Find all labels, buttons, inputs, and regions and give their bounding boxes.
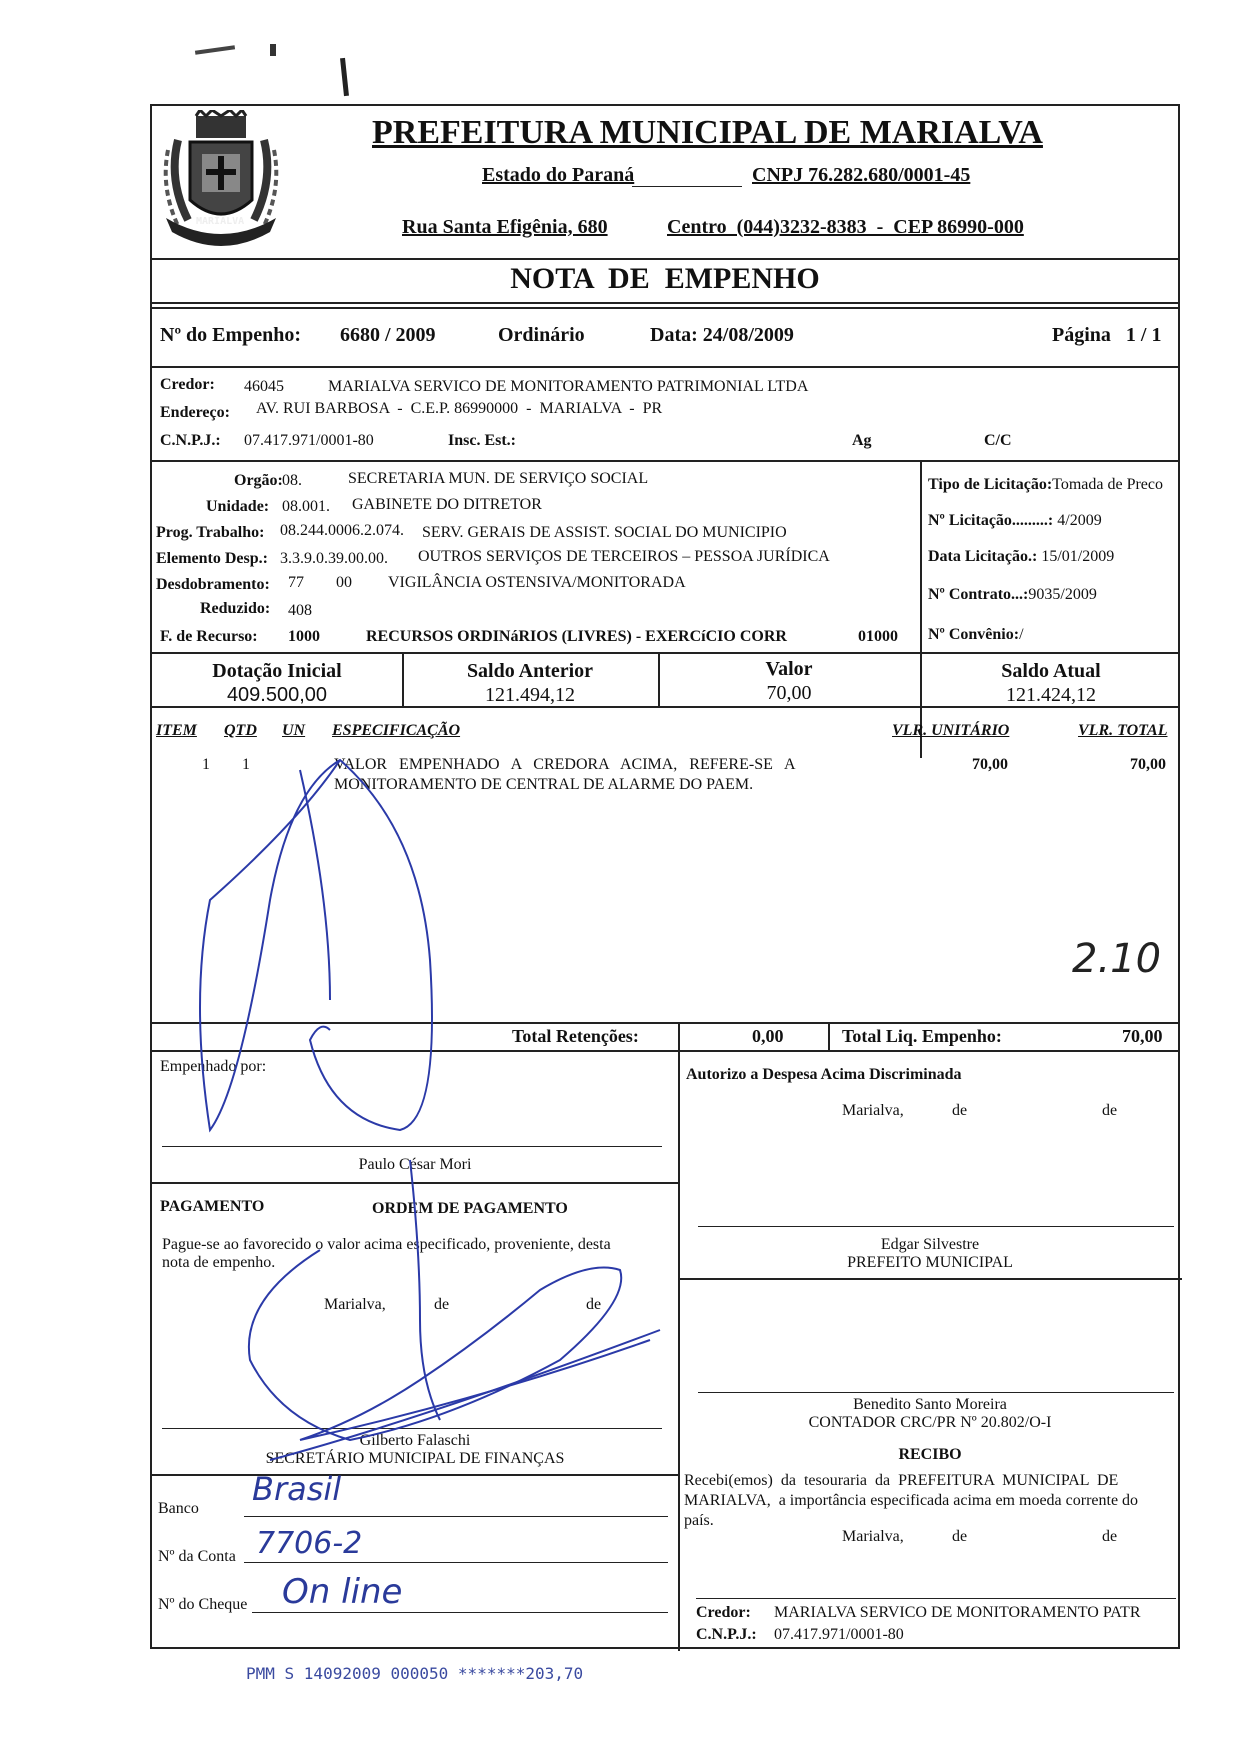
total-liq-label: Total Liq. Empenho:	[842, 1026, 1002, 1046]
col-especificacao: ESPECIFICAÇÃO	[332, 722, 461, 739]
machine-stamp: PMM S 14092009 000050 *******203,70	[246, 1664, 584, 1683]
reduzido-label: Reduzido:	[200, 600, 271, 617]
col-vlr-unitario: VLR. UNITÁRIO	[892, 722, 1010, 739]
secretario-role: SECRETÁRIO MUNICIPAL DE FINANÇAS	[265, 1450, 565, 1467]
recibo-credor-label: Credor:	[696, 1604, 751, 1621]
cheque-field-line	[252, 1612, 668, 1613]
municipality-title: PREFEITURA MUNICIPAL DE MARIALVA	[372, 114, 1043, 151]
elemento-name: OUTROS SERVIÇOS DE TERCEIROS – PESSOA JURÍDICA	[418, 548, 830, 565]
conta-value: 7706-2	[256, 1526, 363, 1561]
elemento-code: 3.3.9.0.39.00.00.	[280, 550, 388, 567]
item-spec-line2: MONITORAMENTO DE CENTRAL DE ALARME DO PAEM.	[334, 776, 754, 793]
data-licitacao-row	[928, 548, 1114, 566]
empenho-date: Data: 24/08/2009	[650, 324, 794, 346]
credor-name: MARIALVA SERVICO DE MONITORAMENTO PATRIMONIAL LTDA	[328, 378, 809, 395]
empenho-number-label: Nº do Empenho:	[160, 324, 302, 346]
saldo-atual-label: Saldo Atual	[1001, 660, 1101, 682]
unidade-label: Unidade:	[206, 498, 270, 515]
pagamento-de-2: de	[586, 1296, 602, 1313]
fonte-code-2: 01000	[858, 628, 898, 645]
document-title: NOTA DE EMPENHO	[510, 262, 820, 295]
data-licitacao-label: Data Licitação.:	[928, 548, 1038, 565]
autorizo-de-1: de	[952, 1102, 968, 1119]
item-spec-line1: VALOR EMPENHADO A CREDORA ACIMA, REFERE-SE A	[334, 756, 796, 773]
prefeito-role: PREFEITO MUNICIPAL	[847, 1254, 1013, 1271]
contrato-number: 9035/2009	[1028, 586, 1097, 603]
reduzido-code: 408	[288, 602, 312, 619]
prog-code: 08.244.0006.2.074.	[280, 522, 404, 539]
orgao-label: Orgão:	[234, 472, 283, 489]
cc-label: C/C	[984, 432, 1012, 449]
contador-signature-line	[698, 1392, 1174, 1393]
total-retencoes-label: Total Retenções:	[512, 1026, 639, 1046]
col-qtd: QTD	[224, 722, 257, 739]
recibo-text-line1: Recebi(emos) da tesouraria da PREFEITURA MUNICIPAL DE	[684, 1472, 1119, 1489]
fonte-label: F. de Recurso:	[160, 628, 258, 645]
banco-field-line	[244, 1516, 668, 1517]
fonte-code: 1000	[288, 628, 320, 645]
valor: 70,00	[766, 682, 812, 704]
saldo-anterior: 121.494,12	[485, 684, 575, 706]
address-label: Endereço:	[160, 404, 230, 421]
tipo-licitacao-label-text: Tipo de Licitação:	[928, 476, 1053, 493]
pagamento-city: Marialva,	[324, 1296, 386, 1313]
col-item: ITEM	[156, 722, 197, 739]
fonte-name: RECURSOS ORDINáRIOS (LIVRES) - EXERCíCIO CORR	[366, 628, 787, 645]
prefeito-name: Edgar Silvestre	[880, 1236, 980, 1253]
item-total-value: 70,00	[1130, 756, 1166, 773]
recibo-de-1: de	[952, 1528, 968, 1545]
saldo-anterior-label: Saldo Anterior	[466, 660, 594, 682]
dotacao-inicial: 409.500,00	[226, 684, 328, 706]
insc-est-label: Insc. Est.:	[448, 432, 517, 449]
scan-mark	[340, 58, 349, 96]
desdobramento-a: 77	[288, 574, 304, 591]
empenhado-signature-line	[162, 1146, 662, 1147]
prog-label: Prog. Trabalho:	[156, 524, 265, 541]
convenio-label: Nº Convênio:	[928, 626, 1020, 643]
desdobramento-label: Desdobramento:	[156, 576, 270, 593]
autorizo-label: Autorizo a Despesa Acima Discriminada	[686, 1066, 962, 1083]
col-vlr-total: VLR. TOTAL	[1078, 722, 1168, 739]
num-licitacao: 4/2009	[1053, 512, 1102, 529]
col-un: UN	[282, 722, 306, 739]
recibo-text-line3: país.	[684, 1512, 714, 1529]
desdobramento-b: 00	[336, 574, 352, 591]
contador-name: Benedito Santo Moreira	[853, 1396, 1007, 1413]
total-retencoes: 0,00	[752, 1026, 784, 1046]
credor-label: Credor:	[160, 376, 215, 393]
state-name: Estado do Paraná	[482, 164, 635, 186]
unidade-code: 08.001.	[282, 498, 330, 515]
credor-cnpj: 07.417.971/0001-80	[244, 432, 374, 449]
convenio-row	[928, 626, 1024, 644]
cheque-label: Nº do Cheque	[158, 1596, 248, 1613]
item-qtd: 1	[242, 756, 250, 773]
tipo-licitacao-label	[928, 476, 1163, 494]
orgao-name: SECRETARIA MUN. DE SERVIÇO SOCIAL	[348, 470, 649, 487]
item-number: 1	[202, 756, 210, 773]
total-liq: 70,00	[1122, 1026, 1163, 1046]
orgao-code: 08.	[282, 472, 302, 489]
cnpj-label: C.N.P.J.:	[160, 432, 221, 449]
contrato-row	[928, 586, 1097, 604]
state-underline	[632, 186, 742, 187]
recibo-cnpj: 07.417.971/0001-80	[774, 1626, 904, 1643]
pagamento-label: PAGAMENTO	[160, 1198, 265, 1215]
dotacao-inicial-label: Dotação Inicial	[212, 660, 342, 682]
recibo-credor: MARIALVA SERVICO DE MONITORAMENTO PATR	[774, 1604, 1141, 1621]
empenhado-signer: Paulo César Mori	[358, 1156, 472, 1173]
municipality-cnpj: CNPJ 76.282.680/0001-45	[752, 164, 971, 186]
banco-label: Banco	[158, 1500, 199, 1517]
recibo-signature-line	[696, 1598, 1176, 1599]
street-address: Rua Santa Efigênia, 680	[402, 216, 608, 238]
saldo-atual: 121.424,12	[1006, 684, 1096, 706]
municipal-crest	[158, 110, 284, 250]
empenhado-por-label: Empenhado por:	[160, 1058, 267, 1075]
prog-name: SERV. GERAIS DE ASSIST. SOCIAL DO MUNICIPIO	[422, 524, 787, 541]
recibo-city: Marialva,	[842, 1528, 904, 1545]
secretario-name: Gilberto Falaschi	[359, 1432, 471, 1449]
contrato-label: Nº Contrato...:	[928, 586, 1029, 603]
tipo-licitacao: Tomada de Preco	[1052, 476, 1163, 493]
secretario-signature-line	[162, 1428, 662, 1429]
convenio-number: /	[1019, 626, 1024, 643]
district-phone-cep: Centro (044)3232-8383 - CEP 86990-000	[667, 216, 1024, 238]
empenho-type: Ordinário	[498, 324, 585, 346]
autorizo-city: Marialva,	[842, 1102, 904, 1119]
credor-address: AV. RUI BARBOSA - C.E.P. 86990000 - MARIALVA - PR	[256, 400, 663, 417]
empenho-number: 6680 / 2009	[340, 324, 436, 346]
unidade-name: GABINETE DO DITRETOR	[352, 496, 542, 513]
conta-field-line	[244, 1562, 668, 1563]
contador-role: CONTADOR CRC/PR Nº 20.802/O-I	[808, 1414, 1052, 1431]
autorizo-de-2: de	[1102, 1102, 1118, 1119]
num-licitacao-row	[928, 512, 1102, 530]
page-number: Página 1 / 1	[1052, 324, 1162, 346]
recibo-de-2: de	[1102, 1528, 1118, 1545]
cheque-value: On line	[282, 1572, 403, 1612]
recibo-text-line2: MARIALVA, a importância especificada acima em moeda corrente do	[684, 1492, 1139, 1509]
data-licitacao: 15/01/2009	[1037, 548, 1115, 565]
banco-value: Brasil	[252, 1470, 342, 1508]
nota-de-empenho-form	[150, 104, 1180, 1649]
ordem-pagamento-label: ORDEM DE PAGAMENTO	[372, 1200, 568, 1217]
item-unit-value: 70,00	[972, 756, 1008, 773]
pagamento-de-1: de	[434, 1296, 450, 1313]
prefeito-signature-line	[698, 1226, 1174, 1227]
scan-mark	[195, 45, 235, 55]
pagamento-text-line1: Pague-se ao favorecido o valor acima especificado, proveniente, desta	[162, 1236, 611, 1253]
crest-banner-text: MARIALVA	[196, 216, 245, 227]
valor-label: Valor	[765, 658, 813, 680]
conta-label: Nº da Conta	[158, 1548, 236, 1565]
credor-code: 46045	[244, 378, 284, 395]
scan-mark	[270, 44, 276, 56]
num-licitacao-label: Nº Licitação.........:	[928, 512, 1054, 529]
desdobramento-name: VIGILÂNCIA OSTENSIVA/MONITORADA	[388, 574, 686, 591]
recibo-cnpj-label: C.N.P.J.:	[696, 1626, 757, 1643]
pagamento-text-line2: nota de empenho.	[162, 1254, 276, 1271]
ag-label: Ag	[852, 432, 872, 449]
elemento-label: Elemento Desp.:	[156, 550, 268, 567]
recibo-label: RECIBO	[898, 1446, 962, 1463]
handwritten-note: 2.10	[1072, 936, 1162, 982]
